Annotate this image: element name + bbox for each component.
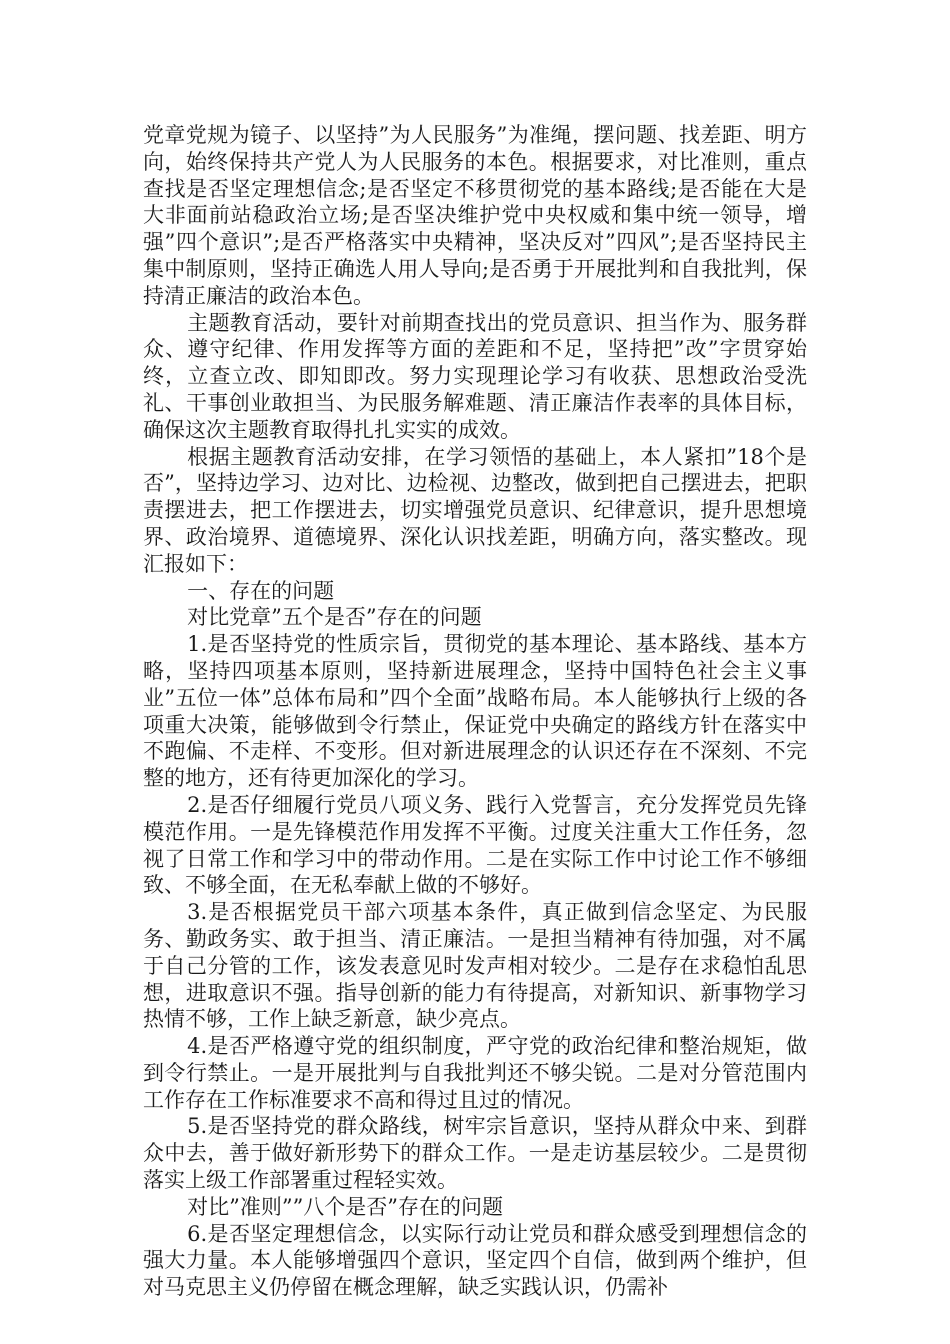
- item-4: 4.是否严格遵守党的组织制度，严守党的政治纪律和整治规矩，做到令行禁止。一是开展批判与自我批判还不够尖锐。二是对分管范围内工作存在工作标准要求不高和得过且过的情况。: [143, 1034, 807, 1112]
- paragraph-1: 党章党规为镜子、以坚持”为人民服务”为准绳，摆问题、找差距、明方向，始终保持共产党人为人民服务的本色。根据要求，对比准则，重点查找是否坚定理想信念;是否坚定不移贯彻党的基本路线;是否能在大是大非面前站稳政治立场;是否坚决维护党中央权威和集中统一领导，增强”四个意识”;是否严格落实中央精神，坚决反对”四风”;是否坚持民主集中制原则，坚持正确选人用人导向;是否勇于开展批判和自我批判，保持清正廉洁的政治本色。: [143, 123, 807, 308]
- subheading-party-constitution: 对比党章”五个是否”存在的问题: [187, 605, 482, 630]
- document-body: [143, 122, 807, 1301]
- paragraph-3: 根据主题教育活动安排，在学习领悟的基础上，本人紧扣”18个是否”，坚持边学习、边对比、边检视、边整改，做到把自己摆进去，把职责摆进去，把工作摆进去，切实增强党员意识、纪律意识，提升思想境界、政治境界、道德境界、深化认识找差距，明确方向，落实整改。现汇报如下：: [143, 444, 807, 576]
- item-6: 6.是否坚定理想信念，以实际行动让党员和群众感受到理想信念的强大力量。本人能够增强四个意识，坚定四个自信，做到两个维护，但对马克思主义仍停留在概念理解，缺乏实践认识，仍需补: [143, 1221, 807, 1300]
- paragraph-2: 主题教育活动，要针对前期查找出的党员意识、担当作为、服务群众、遵守纪律、作用发挥等方面的差距和不足，坚持把”改”字贯穿始终，立查立改、即知即改。努力实现理论学习有收获、思想政治受洗礼、干事创业敢担当、为民服务解难题、清正廉洁作表率的具体目标，确保这次主题教育取得扎扎实实的成效。: [143, 310, 807, 442]
- subheading-guidelines: 对比”准则””八个是否”存在的问题: [187, 1194, 504, 1219]
- item-3: 3.是否根据党员干部六项基本条件，真正做到信念坚定、为民服务、勤政务实、敢于担当、清正廉洁。一是担当精神有待加强，对不属于自己分管的工作，该发表意见时发声相对较少。二是存在求稳怕乱思想，进取意识不强。指导创新的能力有待提高，对新知识、新事物学习热情不够，工作上缺乏新意，缺少亮点。: [143, 900, 807, 1032]
- item-1: 1.是否坚持党的性质宗旨，贯彻党的基本理论、基本路线、基本方略，坚持四项基本原则，坚持新进展理念，坚持中国特色社会主义事业”五位一体”总体布局和”四个全面”战略布局。本人能够执行上级的各项重大决策，能够做到令行禁止，保证党中央确定的路线方针在落实中不跑偏、不走样、不变形。但对新进展理念的认识还存在不深刻、不完整的地方，还有待更加深化的学习。: [143, 632, 807, 791]
- item-2: 2.是否仔细履行党员八项义务、践行入党誓言，充分发挥党员先锋模范作用。一是先锋模范作用发挥不平衡。过度关注重大工作任务，忽视了日常工作和学习中的带动作用。二是在实际工作中讨论工作不够细致、不够全面，在无私奉献上做的不够好。: [143, 792, 807, 898]
- item-5: 5.是否坚持党的群众路线，树牢宗旨意识，坚持从群众中来、到群众中去，善于做好新形势下的群众工作。一是走访基层较少。二是贯彻落实上级工作部署重过程轻实效。: [143, 1114, 807, 1193]
- section-heading-problems: 一、存在的问题: [187, 578, 335, 603]
